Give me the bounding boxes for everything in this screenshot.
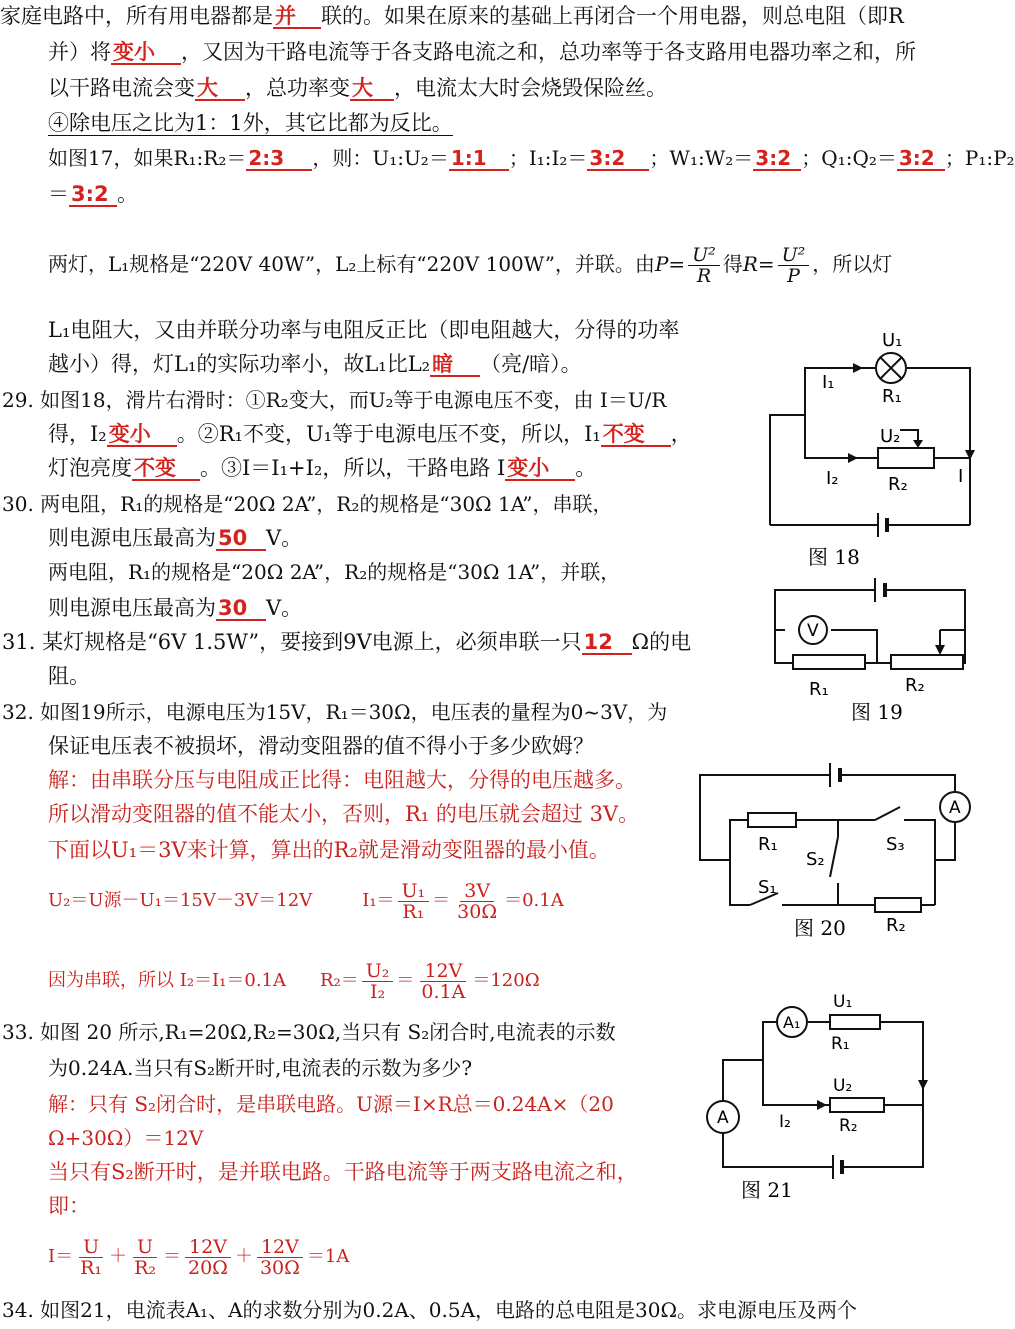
line-20: 保证电压表不被损坏，滑动变阻器的值不得小于多少欧姆？ <box>48 734 594 758</box>
answer-blank: 2:3 <box>246 147 312 171</box>
formula-fraction: $\frac{\text{U²}}{R}$ <box>688 245 720 286</box>
line-24: U₂＝U源－U₁＝15V－3V＝12V I₁＝ $\frac{\text{U₁}}{\text{R₁}}$ ＝ $\frac{3V}{30\Omega}$ ＝0.1A <box>48 879 564 923</box>
line-28: 解：只有 S₂闭合时，是串联电路。U源＝I×R总＝0.24A×（20 <box>48 1092 614 1116</box>
svg-text:U₁: U₁ <box>833 992 853 1012</box>
figure-18-circuit <box>760 330 990 575</box>
figure-20-circuit <box>690 755 980 945</box>
answer-blank: 50 <box>216 527 266 551</box>
svg-text:I: I <box>958 466 964 487</box>
svg-text:U₂: U₂ <box>833 1076 853 1096</box>
formula-fraction: $\frac{U}{\text{R₂}}$ <box>134 1235 156 1279</box>
answer-blank: 3:2 <box>69 183 117 207</box>
line-11: 得，I₂变小 。②R₁不变，U₁等于电源电压不变，所以，I₁不变 ， <box>48 422 692 446</box>
answer-blank: 并 <box>273 5 321 29</box>
arrow-icon <box>817 1100 827 1110</box>
line-18: 阻。 <box>48 664 90 688</box>
line-10: 29. 如图18，滑片右滑时：①R₂变大，而U₂等于电源电压不变，由 I＝U/R <box>2 388 667 412</box>
answer-blank: 大 <box>195 77 245 101</box>
svg-text:S₁: S₁ <box>758 877 777 898</box>
line-25: 因为串联，所以 I₂＝I₁＝0.1A R₂＝ $\frac{\text{U₂}}{\text{I₂}}$ ＝ $\frac{12V}{0.1A}$ ＝120Ω <box>48 959 540 1003</box>
svg-text:R₂: R₂ <box>905 675 925 696</box>
line-16: 则电源电压最高为30 V。 <box>48 596 303 620</box>
svg-text:R₁: R₁ <box>882 386 902 407</box>
line-26: 33. 如图 20 所示,R₁=20Ω,R₂=30Ω,当只有 S₂闭合时,电流表的示数 <box>2 1020 616 1044</box>
line-29: Ω+30Ω）＝12V <box>48 1126 204 1150</box>
svg-text:R₂: R₂ <box>839 1116 858 1136</box>
line-7: 两灯，L₁规格是“220V 40W”，L₂上标有“220V 100W”，并联。由P= $\frac{\text{U²}}{R}$ 得R= $\frac{\text{U²}}{P}$ ，所以灯 <box>48 244 893 287</box>
arrow-icon <box>848 453 858 463</box>
line-32: I＝ $\frac{U}{\text{R₁}}$ ＋ $\frac{U}{\text{R₂}}$ ＝ $\frac{12V}{20\Omega}$ ＋ $\frac{12V}{30\Omega}$ ＝1A <box>48 1235 350 1279</box>
answer-blank: 不变 <box>601 423 671 447</box>
line-27: 为0.24A.当只有S₂断开时,电流表的示数为多少? <box>48 1056 473 1080</box>
svg-text:R₂: R₂ <box>886 915 906 936</box>
arrow-icon <box>935 645 945 655</box>
answer-blank: 30 <box>216 597 266 621</box>
answer-blank: 1:1 <box>449 147 509 171</box>
svg-text:R₂: R₂ <box>888 474 908 495</box>
line-15: 两电阻，R₁的规格是“20Ω 2A”，R₂的规格是“30Ω 1A”，并联， <box>48 560 621 584</box>
line-17: 31. 某灯规格是“6V 1.5W”，要接到9V电源上，必须串联一只12 Ω的电 <box>2 630 692 654</box>
formula-fraction: $\frac{\text{U₂}}{\text{I₂}}$ <box>362 961 394 1002</box>
svg-text:图 18: 图 18 <box>808 545 860 569</box>
arrow-icon <box>918 1080 928 1090</box>
line-9: 越小）得，灯L₁的实际功率小，故L₁比L₂暗 （亮/暗）。 <box>48 352 582 376</box>
line-8: L₁电阻大，又由并联分功率与电阻反正比（即电阻越大，分得的功率 <box>48 318 680 342</box>
line-22: 所以滑动变阻器的值不能太小，否则，R₁ 的电压就会超过 3V。 <box>48 802 640 826</box>
answer-blank: 12 <box>582 631 632 655</box>
figure-19-circuit <box>765 575 985 730</box>
answer-blank: 变小 <box>111 41 181 65</box>
svg-text:A: A <box>949 798 961 818</box>
formula-fraction: $\frac{12V}{30\Omega}$ <box>256 1237 304 1278</box>
svg-text:V: V <box>807 621 819 641</box>
line-13: 30. 两电阻，R₁的规格是“20Ω 2A”，R₂的规格是“30Ω 1A”，串联， <box>2 492 613 516</box>
line-21: 解：由串联分压与电阻成正比得：电阻越大，分得的电压越多。 <box>48 768 636 792</box>
svg-text:I₂: I₂ <box>779 1112 791 1132</box>
answer-blank: 3:2 <box>753 147 801 171</box>
arrow-icon <box>913 440 923 448</box>
svg-text:R₁: R₁ <box>758 834 778 855</box>
answer-blank: 变小 <box>107 423 177 447</box>
answer-blank: 暗 <box>430 353 480 377</box>
line-33: 34. 如图21，电流表A₁、A的求数分别为0.2A、0.5A，电路的总电阻是30Ω。求电源电压及两个 <box>2 1298 858 1322</box>
arrow-icon <box>853 363 863 373</box>
svg-text:图 21: 图 21 <box>741 1178 793 1202</box>
answer-blank: 3:2 <box>897 147 945 171</box>
formula-fraction: $\frac{\text{U²}}{P}$ <box>778 245 810 286</box>
svg-text:I₂: I₂ <box>826 468 839 489</box>
svg-text:U₂: U₂ <box>880 426 901 447</box>
line-12: 灯泡亮度不变 。③I＝I₁+I₂，所以，干路电路 I变小 。 <box>48 456 597 480</box>
svg-text:A₁: A₁ <box>783 1013 801 1032</box>
formula-fraction: $\frac{\text{U₁}}{\text{R₁}}$ <box>398 881 430 922</box>
formula-fraction: $\frac{12V}{20\Omega}$ <box>184 1237 232 1278</box>
line-4: ④除电压之比为1：1外，其它比都为反比。 <box>48 111 453 135</box>
answer-blank: 3:2 <box>587 147 649 171</box>
line-5: 如图17，如果R₁:R₂＝ 2:3 ，则：U₁:U₂＝ 1:1 ；I₁:I₂＝ 3:2 ；W₁:W₂＝ 3:2 ；Q₁:Q₂＝ 3:2 ；P₁:P₂ <box>48 146 1015 170</box>
svg-text:U₁: U₁ <box>882 330 903 351</box>
formula-fraction: $\frac{12V}{0.1A}$ <box>421 959 466 1003</box>
svg-text:A: A <box>717 1108 729 1128</box>
svg-text:I₁: I₁ <box>822 372 835 393</box>
line-30: 当只有S₂断开时，是并联电路。干路电流等于两支路电流之和， <box>48 1160 638 1184</box>
line-3: 以干路电流会变大 ，总功率变大 ，电流太大时会烧毁保险丝。 <box>48 76 667 100</box>
line-2: 并）将变小 ，又因为干路电流等于各支路电流之和，总功率等于各支路用电器功率之和，所 <box>48 40 916 64</box>
line-6: ＝3:2 。 <box>48 182 138 206</box>
svg-text:图 20: 图 20 <box>794 916 846 940</box>
answer-blank: 大 <box>350 77 394 101</box>
svg-text:S₂: S₂ <box>806 849 825 870</box>
line-23: 下面以U₁＝3V来计算，算出的R₂就是滑动变阻器的最小值。 <box>48 838 610 862</box>
formula-fraction: $\frac{U}{\text{R₁}}$ <box>80 1235 103 1279</box>
figure-21-circuit <box>695 985 945 1205</box>
line-14: 则电源电压最高为50 V。 <box>48 526 303 550</box>
line-19: 32. 如图19所示，电源电压为15V，R₁＝30Ω，电压表的量程为0~3V，为 <box>2 700 668 724</box>
svg-text:R₁: R₁ <box>809 679 829 700</box>
answer-blank: 变小 <box>505 457 575 481</box>
svg-text:S₃: S₃ <box>886 834 905 855</box>
svg-text:图 19: 图 19 <box>851 700 903 724</box>
line-1: 家庭电路中，所有用电器都是并 联的。如果在原来的基础上再闭合一个用电器，则总电阻（即R <box>0 4 904 28</box>
formula-fraction: $\frac{3V}{30\Omega}$ <box>457 879 498 923</box>
answer-blank: 不变 <box>132 457 200 481</box>
svg-text:R₁: R₁ <box>831 1034 850 1054</box>
line-31: 即： <box>48 1194 90 1218</box>
